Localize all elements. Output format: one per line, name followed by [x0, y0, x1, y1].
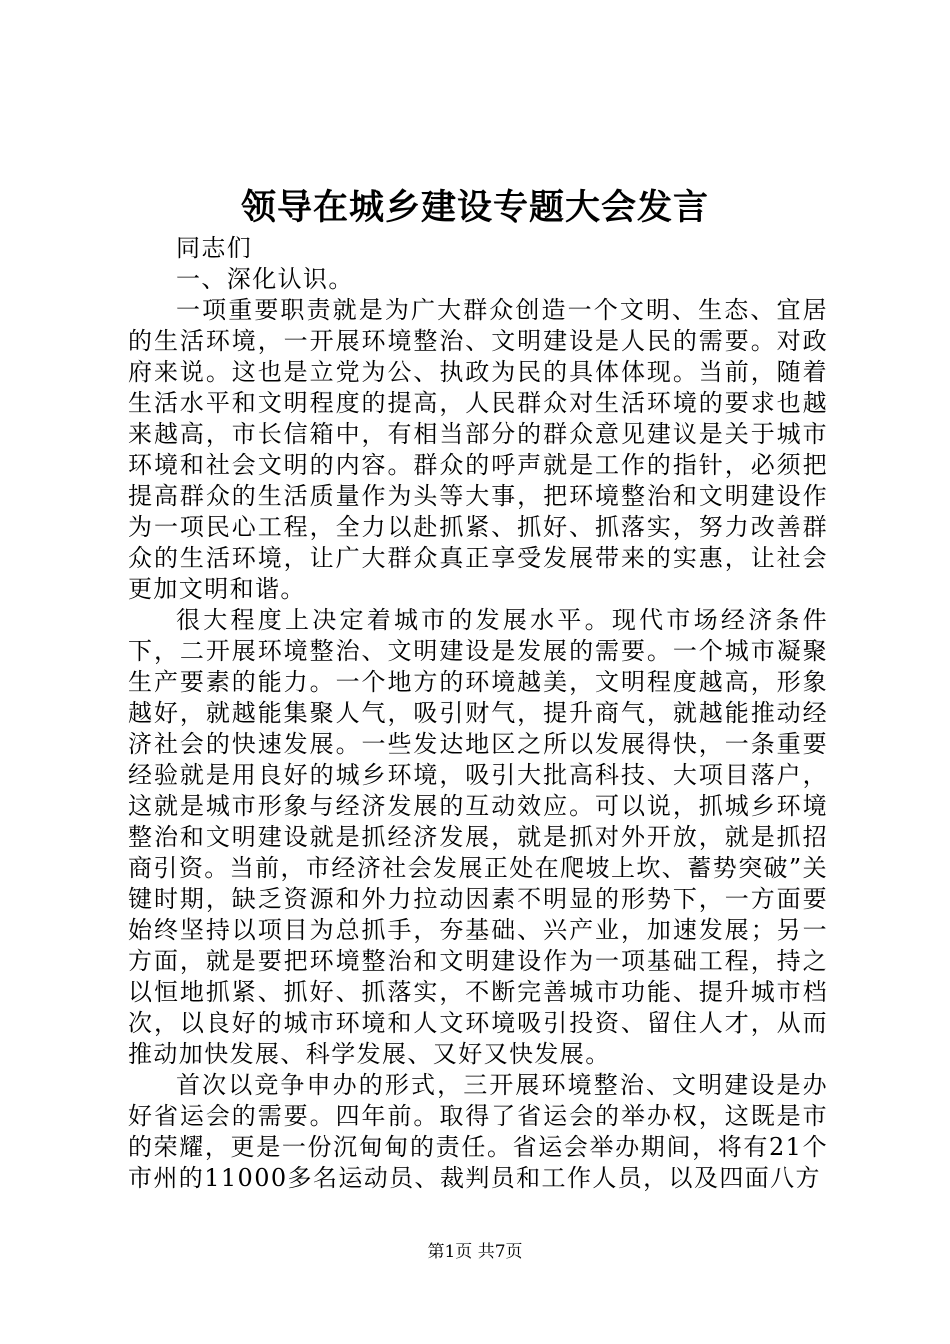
- document-title: 领导在城乡建设专题大会发言: [240, 187, 709, 228]
- section-heading: 一、深化认识。: [176, 265, 354, 293]
- document-body: [128, 233, 828, 1194]
- page-footer: 第1页 共7页: [427, 1242, 523, 1262]
- body-paragraph: 首次以竞争申办的形式，三开展环境整治、文明建设是办好省运会的需要。四年前。取得了省运会的举办权，这既是市的荣耀，更是一份沉甸甸的责任。省运会举办期间，将有21个市州的11000多名运动员、裁判员和工作人员，以及四面八方: [128, 1071, 828, 1192]
- body-paragraph: 一项重要职责就是为广大群众创造一个文明、生态、宜居的生活环境，一开展环境整治、文明建设是人民的需要。对政府来说。这也是立党为公、执政为民的具体体现。当前，随着生活水平和文明程度的提高，人民群众对生活环境的要求也越来越高，市长信箱中，有相当部分的群众意见建议是关于城市环境和社会文明的内容。群众的呼声就是工作的指针，必须把提高群众的生活质量作为头等大事，把环境整治和文明建设作为一项民心工程，全力以赴抓紧、抓好、抓落实，努力改善群众的生活环境，让广大群众真正享受发展带来的实惠，让社会更加文明和谐。: [128, 296, 828, 603]
- salutation: 同志们: [176, 234, 253, 262]
- body-paragraph: 很大程度上决定着城市的发展水平。现代市场经济条件下，二开展环境整治、文明建设是发展的需要。一个城市凝聚生产要素的能力。一个地方的环境越美，文明程度越高，形象越好，就越能集聚人气，吸引财气，提升商气，就越能推动经济社会的快速发展。一些发达地区之所以发展得快，一条重要经验就是用良好的城乡环境，吸引大批高科技、大项目落户，这就是城市形象与经济发展的互动效应。可以说，抓城乡环境整治和文明建设就是抓经济发展，就是抓对外开放，就是抓招商引资。当前，市经济社会发展正处在爬坡上坎、蓄势突破”关键时期，缺乏资源和外力拉动因素不明显的形势下，一方面要始终坚持以项目为总抓手，夯基础、兴产业，加速发展；另一方面，就是要把环境整治和文明建设作为一项基础工程，持之以恒地抓紧、抓好、抓落实，不断完善城市功能、提升城市档次，以良好的城市环境和人文环境吸引投资、留住人才，从而推动加快发展、科学发展、又好又快发展。: [128, 606, 828, 1068]
